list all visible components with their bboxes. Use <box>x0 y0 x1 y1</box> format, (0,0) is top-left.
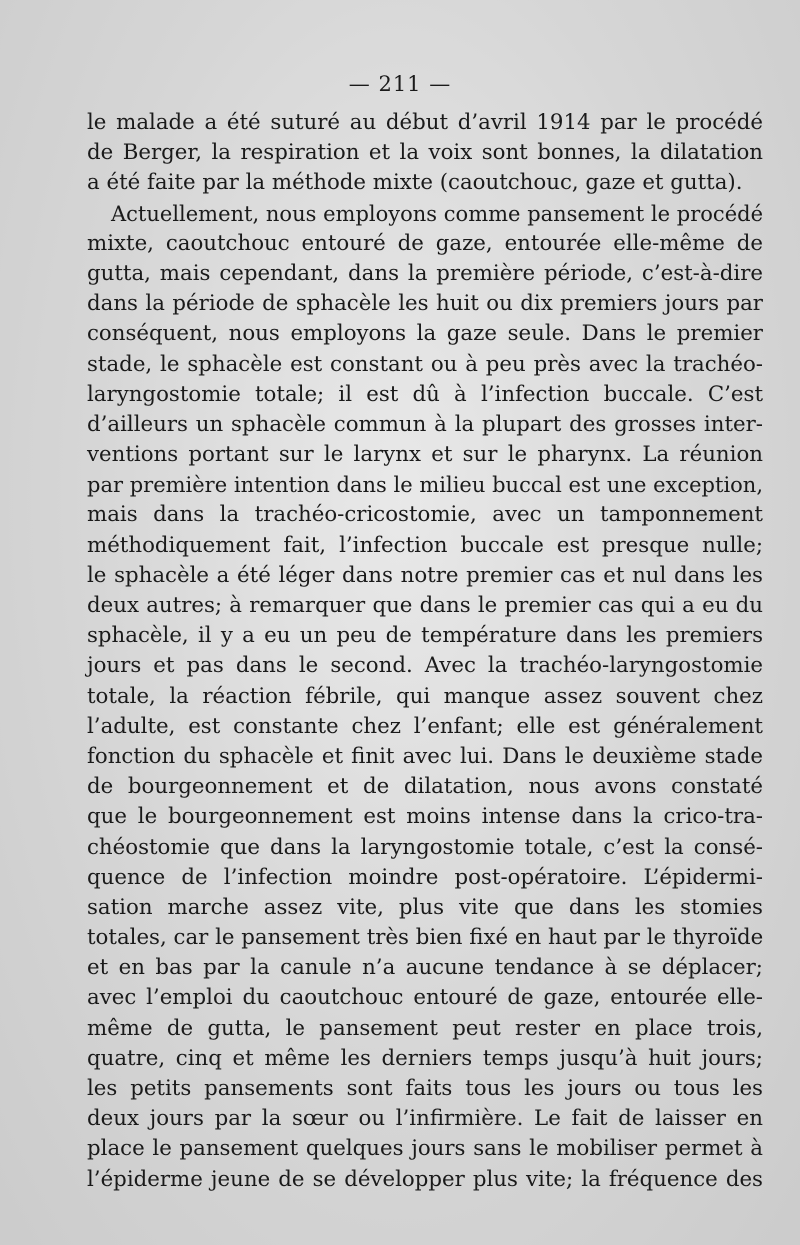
text-line: quence de l’infection moindre post-opératoire. L’épidermi- <box>87 864 763 890</box>
page-number: — 211 — <box>348 72 452 96</box>
text-line: place le pansement quelques jours sans le mobiliser permet à <box>87 1136 763 1162</box>
text-line: totale, la réaction fébrile, qui manque assez souvent chez <box>87 683 763 709</box>
text-line: par première intention dans le milieu buccal est une exception, <box>87 473 763 498</box>
text-line: a été faite par la méthode mixte (caoutchouc, gaze et gutta). <box>87 170 743 196</box>
text-line: mixte, caoutchouc entouré de gaze, entourée elle-même de <box>87 230 763 256</box>
text-line: deux autres; à remarquer que dans le premier cas qui a eu du <box>87 593 763 618</box>
text-line: de Berger, la respiration et la voix sont bonnes, la dilatation <box>87 140 763 166</box>
text-line: ventions portant sur le larynx et sur le pharynx. La réunion <box>87 442 763 468</box>
text-line: chéostomie que dans la laryngostomie totale, c’est la consé- <box>87 834 763 860</box>
text-line: deux jours par la sœur ou l’infirmière. Le fait de laisser en <box>87 1106 763 1132</box>
text-line: le malade a été suturé au début d’avril 1914 par le procédé <box>87 110 763 135</box>
text-line: gutta, mais cependant, dans la première période, c’est-à-dire <box>87 260 763 286</box>
text-line: sation marche assez vite, plus vite que dans les stomies <box>87 894 763 920</box>
body-text <box>87 108 763 1195</box>
text-line: les petits pansements sont faits tous les jours ou tous les <box>87 1076 763 1101</box>
text-line: conséquent, nous employons la gaze seule. Dans le premier <box>87 321 763 347</box>
text-line: fonction du sphacèle et finit avec lui. Dans le deuxième stade <box>87 743 763 769</box>
text-line: Actuellement, nous employons comme pansement le procédé <box>111 201 763 226</box>
text-line: de bourgeonnement et de dilatation, nous avons constaté <box>87 774 763 800</box>
text-line: avec l’emploi du caoutchouc entouré de gaze, entourée elle- <box>87 985 763 1011</box>
text-line: méthodiquement fait, l’infection buccale est presque nulle; <box>87 532 763 558</box>
text-line: même de gutta, le pansement peut rester en place trois, <box>87 1015 763 1041</box>
text-line: que le bourgeonnement est moins intense dans la crico-tra- <box>87 804 763 830</box>
text-line: stade, le sphacèle est constant ou à peu près avec la trachéo- <box>87 351 763 377</box>
text-line: mais dans la trachéo-cricostomie, avec un tamponnement <box>87 502 763 528</box>
text-line: d’ailleurs un sphacèle commun à la plupart des grosses inter- <box>87 411 763 437</box>
text-line: sphacèle, il y a eu un peu de température dans les premiers <box>87 623 763 649</box>
text-line: totales, car le pansement très bien fixé en haut par le thyroïde <box>87 925 764 951</box>
text-line: laryngostomie totale; il est dû à l’infection buccale. C’est <box>87 381 763 407</box>
text-line: jours et pas dans le second. Avec la trachéo-laryngostomie <box>87 653 763 679</box>
text-line: l’adulte, est constante chez l’enfant; elle est généralement <box>87 713 763 739</box>
text-line: quatre, cinq et même les derniers temps jusqu’à huit jours; <box>87 1045 763 1071</box>
text-line: l’épiderme jeune de se développer plus vite; la fréquence des <box>87 1166 763 1192</box>
text-line: dans la période de sphacèle les huit ou dix premiers jours par <box>87 291 763 317</box>
text-line: le sphacèle a été léger dans notre premier cas et nul dans les <box>87 562 763 588</box>
text-line: et en bas par la canule n’a aucune tendance à se déplacer; <box>87 955 763 981</box>
